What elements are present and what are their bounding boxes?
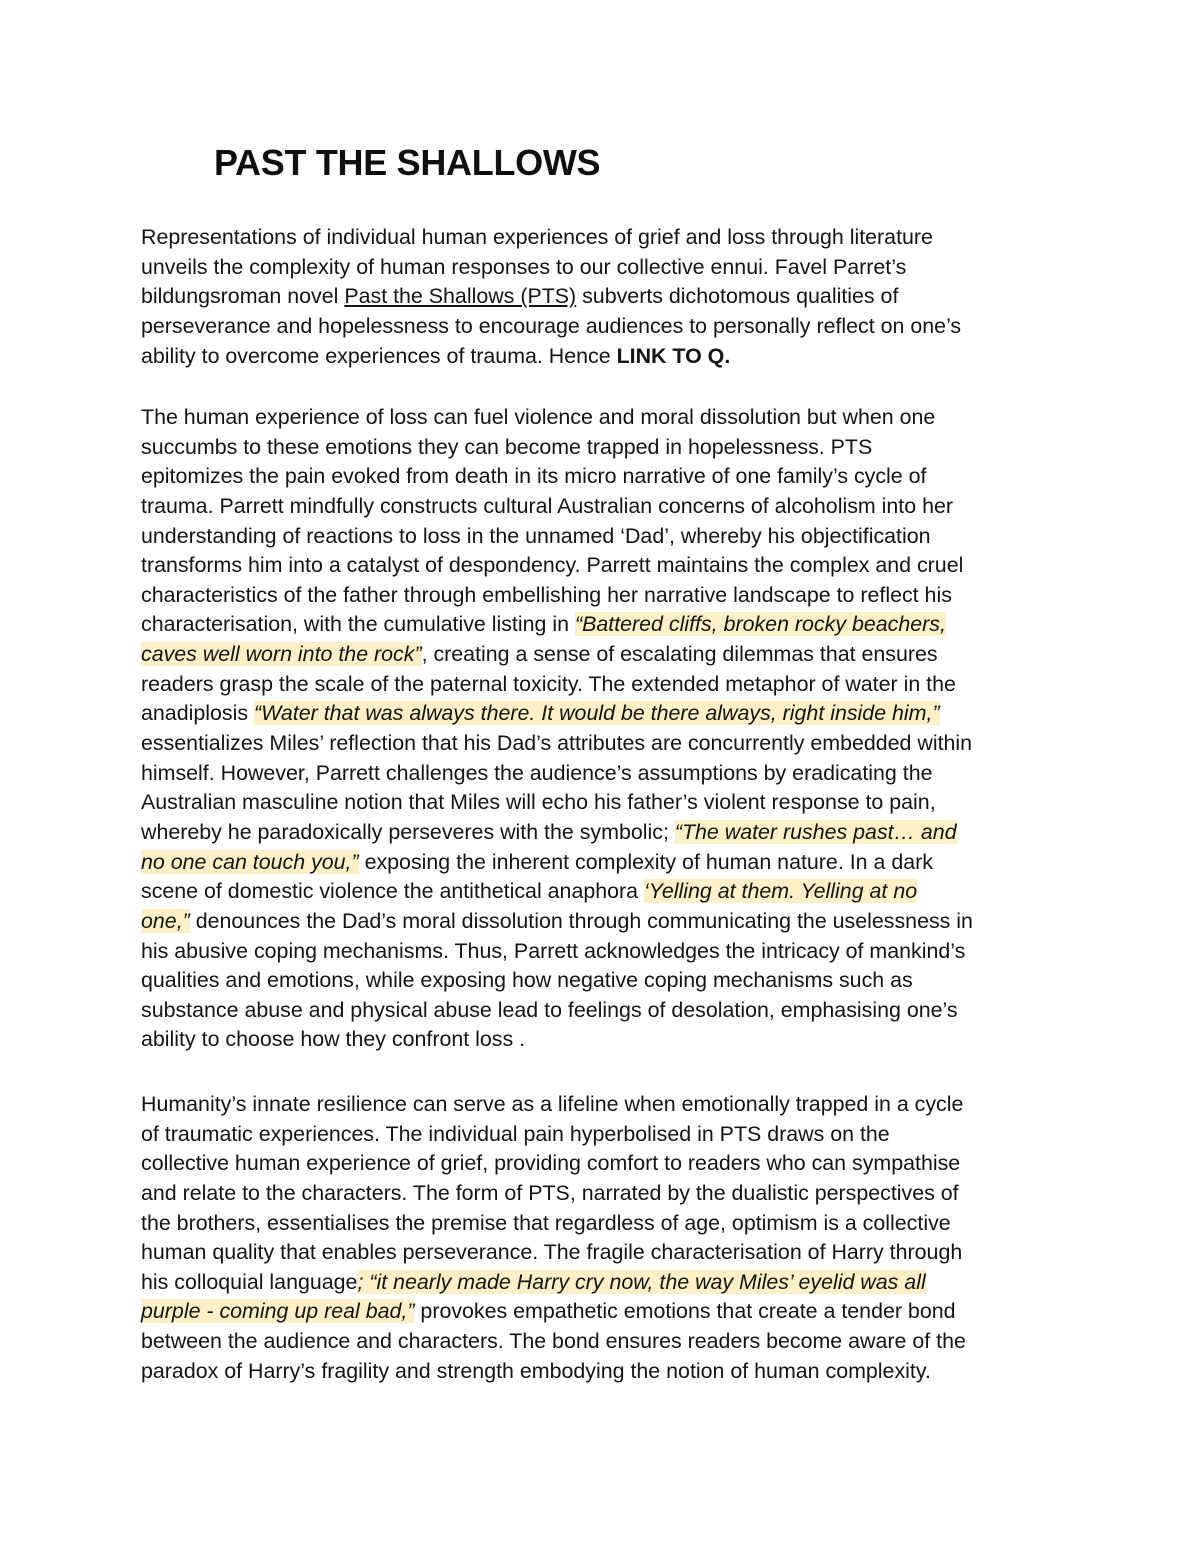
text-line: essentializes Miles’ reflection that his Dad’s attributes are concurrently embedded within [141, 731, 973, 756]
text-run: scene of domestic violence the antithetical anaphora [141, 879, 644, 904]
text-run: anadiplosis [141, 701, 254, 726]
document-title: PAST THE SHALLOWS [214, 142, 601, 183]
underlined-title: Past the Shallows (PTS) [344, 284, 577, 309]
text-run: exposing the inherent complexity of human nature. In a dark [358, 849, 933, 874]
text-line: himself. However, Parrett challenges the audience’s assumptions by eradicating the [141, 760, 933, 785]
text-line: qualities and emotions, while exposing how negative coping mechanisms such as [141, 968, 913, 993]
text-line: trauma. Parrett mindfully constructs cultural Australian concerns of alcoholism into her [141, 493, 954, 518]
text-line: paradox of Harry’s fragility and strength embodying the notion of human complexity. [141, 1358, 931, 1383]
text-line: and relate to the characters. The form of PTS, narrated by the dualistic perspectives of [141, 1180, 959, 1205]
text-run: whereby he paradoxically perseveres with the symbolic; [141, 819, 675, 844]
highlighted-quote: “Battered cliffs, broken rocky beachers, [574, 612, 946, 637]
text-run: subverts dichotomous qualities of [576, 284, 899, 309]
bold-note: LINK TO Q. [616, 343, 731, 368]
text-line: between the audience and characters. The bond ensures readers become aware of the [141, 1329, 966, 1354]
highlighted-quote: one,” [141, 908, 190, 933]
text-line [141, 342, 1081, 372]
text-line: readers grasp the scale of the paternal toxicity. The extended metaphor of water in the [141, 671, 956, 696]
text-line: his abusive coping mechanisms. Thus, Parrett acknowledges the intricacy of mankind’s [141, 938, 966, 963]
text-line: the brothers, essentialises the premise that regardless of age, optimism is a collective [141, 1210, 951, 1235]
highlighted-quote: no one can touch you,” [141, 849, 359, 874]
paragraph-loss [141, 403, 1081, 1055]
text-line: Representations of individual human experiences of grief and loss through literature [141, 225, 933, 249]
text-line: perseverance and hopelessness to encourage audiences to personally reflect on one’s [141, 313, 962, 338]
highlighted-quote: caves well worn into the rock” [141, 642, 422, 667]
text-line [141, 610, 1081, 640]
text-run: denounces the Dad’s moral dissolution through communicating the uselessness in [189, 908, 973, 933]
highlighted-quote: purple - coming up real bad,” [141, 1299, 415, 1324]
text-run: provokes empathetic emotions that create a tender bond [414, 1299, 956, 1324]
text-line: of traumatic experiences. The individual pain hyperbolised in PTS draws on the [141, 1121, 890, 1146]
paragraph-resilience [141, 1090, 1081, 1386]
text-line: epitomizes the pain evoked from death in its micro narrative of one family’s cycle of [141, 464, 927, 489]
text-line [141, 907, 1081, 937]
text-run: his colloquial language [141, 1269, 358, 1294]
text-run: , creating a sense of escalating dilemmas that ensures [421, 642, 938, 667]
highlighted-quote: “The water rushes past… and [674, 819, 957, 844]
text-line: unveils the complexity of human responses to our collective ennui. Favel Parret’s [141, 254, 907, 279]
text-line [141, 877, 1081, 907]
text-line: understanding of reactions to loss in the unnamed ‘Dad’, whereby his objectification [141, 523, 931, 548]
text-line: collective human experience of grief, providing comfort to readers who can sympathise [141, 1151, 961, 1176]
text-line: characteristics of the father through embellishing her narrative landscape to reflect his [141, 582, 952, 607]
text-line: substance abuse and physical abuse lead to feelings of desolation, emphasising one’s [141, 997, 958, 1022]
highlighted-quote: “Water that was always there. It would be there always, right inside him,” [253, 701, 940, 726]
text-line: Australian masculine notion that Miles will echo his father’s violent response to pain, [141, 790, 936, 815]
text-line: The human experience of loss can fuel violence and moral dissolution but when one [141, 405, 936, 429]
text-line: succumbs to these emotions they can become trapped in hopelessness. PTS [141, 434, 873, 459]
text-line [141, 818, 1081, 848]
text-line: ability to choose how they confront loss . [141, 1027, 526, 1052]
text-line [141, 1268, 1081, 1298]
text-line [141, 699, 1081, 729]
text-line [141, 848, 1081, 878]
highlighted-quote: ‘Yelling at them. Yelling at no [644, 879, 918, 904]
text-line [141, 640, 1081, 670]
text-run: bildungsroman novel [141, 284, 345, 309]
paragraph-introduction [141, 223, 1081, 371]
text-line [141, 1297, 1081, 1327]
text-line: transforms him into a catalyst of despondency. Parrett maintains the complex and cruel [141, 553, 964, 578]
text-line: Humanity’s innate resilience can serve as a lifeline when emotionally trapped in a cycle [141, 1092, 964, 1116]
text-run: ability to overcome experiences of trauma. Hence [141, 343, 617, 368]
text-line: human quality that enables perseverance. The fragile characterisation of Harry through [141, 1240, 963, 1265]
highlighted-quote: ; “it nearly made Harry cry now, the way Miles’ eyelid was all [357, 1269, 926, 1294]
text-run: characterisation, with the cumulative listing in [141, 612, 575, 637]
text-line [141, 282, 1081, 312]
